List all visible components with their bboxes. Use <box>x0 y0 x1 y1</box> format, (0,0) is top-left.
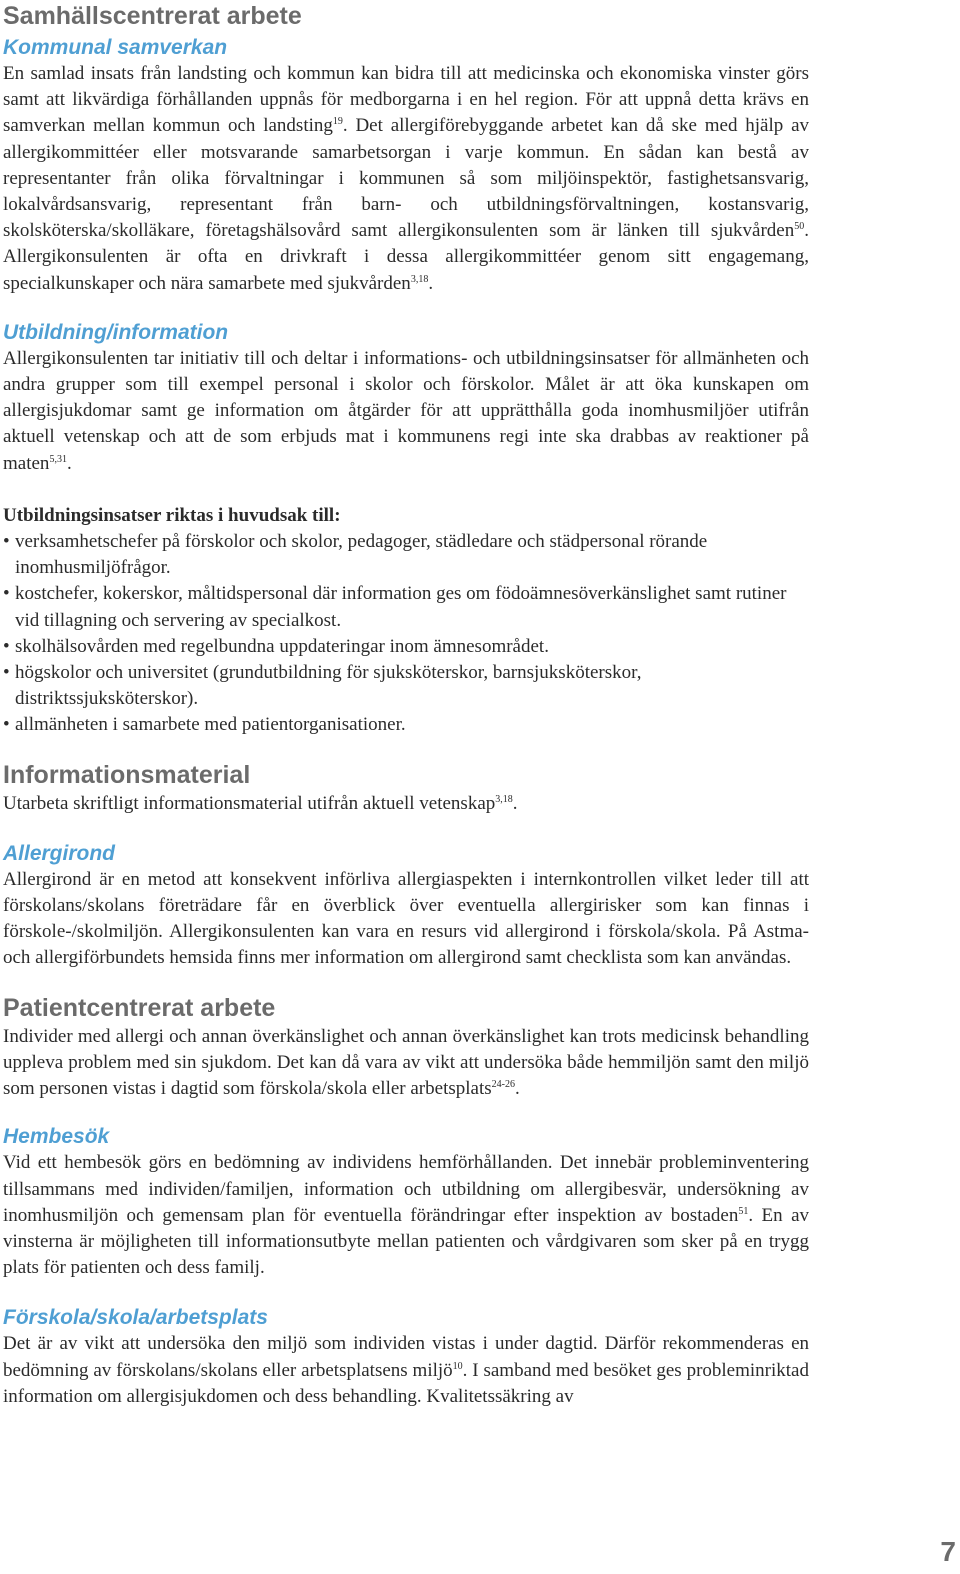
reference: 5,31 <box>49 453 67 465</box>
paragraph-informationsmaterial: Utarbeta skriftligt informationsmaterial utifrån aktuell vetenskap$^{3,18}$. <box>3 792 518 814</box>
reference: 19 <box>332 116 343 128</box>
page-number: 7 <box>940 1536 956 1567</box>
heading-patientcentrerat: Patientcentrerat arbete <box>3 993 276 1022</box>
heading-informationsmaterial: Informationsmaterial <box>3 760 251 789</box>
reference: 50 <box>794 221 805 233</box>
paragraph-forskola: Det är av vikt att undersöka den miljö som individen vistas i under dagtid. Därför rekommenderas en bedömning av förskolans/skolans eller arbetsplatsens miljö$^{10}$. I samband med besöket ges probleminriktad information om allergisjukdomen och dess behandling. Kvalitetssäkring av <box>3 1333 809 1407</box>
list-item: • verksamhetschefer på förskolor och skolor, pedagoger, städledare och städpersonal rörande inomhusmiljöfrågor. <box>3 529 809 581</box>
heading-utbildning-information: Utbildning/information <box>3 320 229 344</box>
list-item: • allmänheten i samarbete med patientorganisationer. <box>3 712 809 738</box>
reference: 24-26 <box>491 1079 515 1091</box>
paragraph-utbildning: Allergikonsulenten tar initiativ till och deltar i informations- och utbildningsinsatser för allmänheten och andra grupper som till exempel personal i skolor och förskolor. Målet är att öka kunskapen om allergisjukdomar samt ge information om åtgärder för att upprätthålla goda inomhusmiljöer utifrån aktuell vetenskap och att de som erbjuds mat i kommunens regi inte ska drabbas av reaktioner på maten$^{5,31}$. <box>3 347 809 474</box>
heading-samhallscentrerat: Samhällscentrerat arbete <box>3 2 302 30</box>
heading-kommunal-samverkan: Kommunal samverkan <box>3 36 228 59</box>
list-item: • kostchefer, kokerskor, måltidspersonal där information ges om födoämnesöverkänslighet samt rutiner vid tillagning och servering av specialkost. <box>3 581 809 633</box>
heading-allergirond: Allergirond <box>3 841 116 865</box>
heading-forskola-skola-arbetsplats: Förskola/skola/arbetsplats <box>3 1306 268 1330</box>
page-content <box>3 0 809 1410</box>
reference: 10 <box>452 1360 463 1372</box>
list-item: • högskolor och universitet (grundutbildning för sjuksköterskor, barnsjuksköterskor, distriktssjuksköterskor). <box>3 660 809 712</box>
reference: 3,18 <box>495 793 513 805</box>
paragraph-allergirond: Allergirond är en metod att konsekvent införliva allergiaspekten i internkontrollen vilket leder till att förskolans/skolans företrädare får en överblick över eventuella allergirisker som kan finnas i förskole-/skolmiljön. Allergikonsulenten kan vara en resurs vid allergirond i förskola/skola. På Astma- och allergiförbundets hemsida finns mer information om allergirond samt checklista som kan användas. <box>3 868 809 969</box>
reference: 51 <box>738 1205 749 1217</box>
bullet-list <box>3 529 809 739</box>
heading-hembesok: Hembesök <box>3 1125 110 1149</box>
paragraph-patientcentrerat: Individer med allergi och annan överkänslighet och annan överkänslighet kan trots medicinsk behandling uppleva problem med sin sjukdom. Det kan då vara av vikt att undersöka både hemmiljön samt den miljö som personen vistas i dagtid som förskola/skola eller arbetsplats$^{24-26}$. <box>3 1025 809 1100</box>
reference: 3,18 <box>410 273 429 285</box>
list-item: • skolhälsovården med regelbundna uppdateringar inom ämnesområdet. <box>3 634 809 660</box>
paragraph-hembesok: Vid ett hembesök görs en bedömning av individens hemförhållanden. Det innebär probleminventering tillsammans med individen/familjen, information och utbildning om allergibesvär, undersökning av inomhusmiljön och gemensam plan för eventuella förändringar efter inspektion av bostaden$^{51}$. En av vinsterna är möjligheten till informationsutbyte mellan patienten och vårdgivaren som sker på en trygg plats för patienten och dess familj. <box>3 1152 810 1279</box>
paragraph-kommunal-samverkan: En samlad insats från landsting och kommun kan bidra till att medicinska och ekonomiska vinster görs samt att likvärdiga förhållanden uppnås för medborgarna i en hel region. För att uppnå detta krävs en samverkan mellan kommun och landsting$^{19}$. Det allergiförebyggande arbetet kan då ske med hjälp av allergikommittéer eller motsvarande samarbetsorgan i varje kommun. En sådan kan bestå av representanter från olika förvaltningar i kommunen så som miljöinspektör, fastighetsansvarig, lokalvårdsansvarig, representant från barn- och utbildningsförvaltningen, kostansvarig, skolsköterska/skolläkare, företagshälsovård samt allergikonsulenten som är länken till sjukvården$^{50}$. Allergikonsulenten är ofta en drivkraft i dessa allergikommittéer genom sitt engagemang, specialkunskaper och nära samarbete med sjukvården$^{3,18}$. <box>3 63 809 294</box>
list-lead: Utbildningsinsatser riktas i huvudsak till: <box>3 504 341 526</box>
